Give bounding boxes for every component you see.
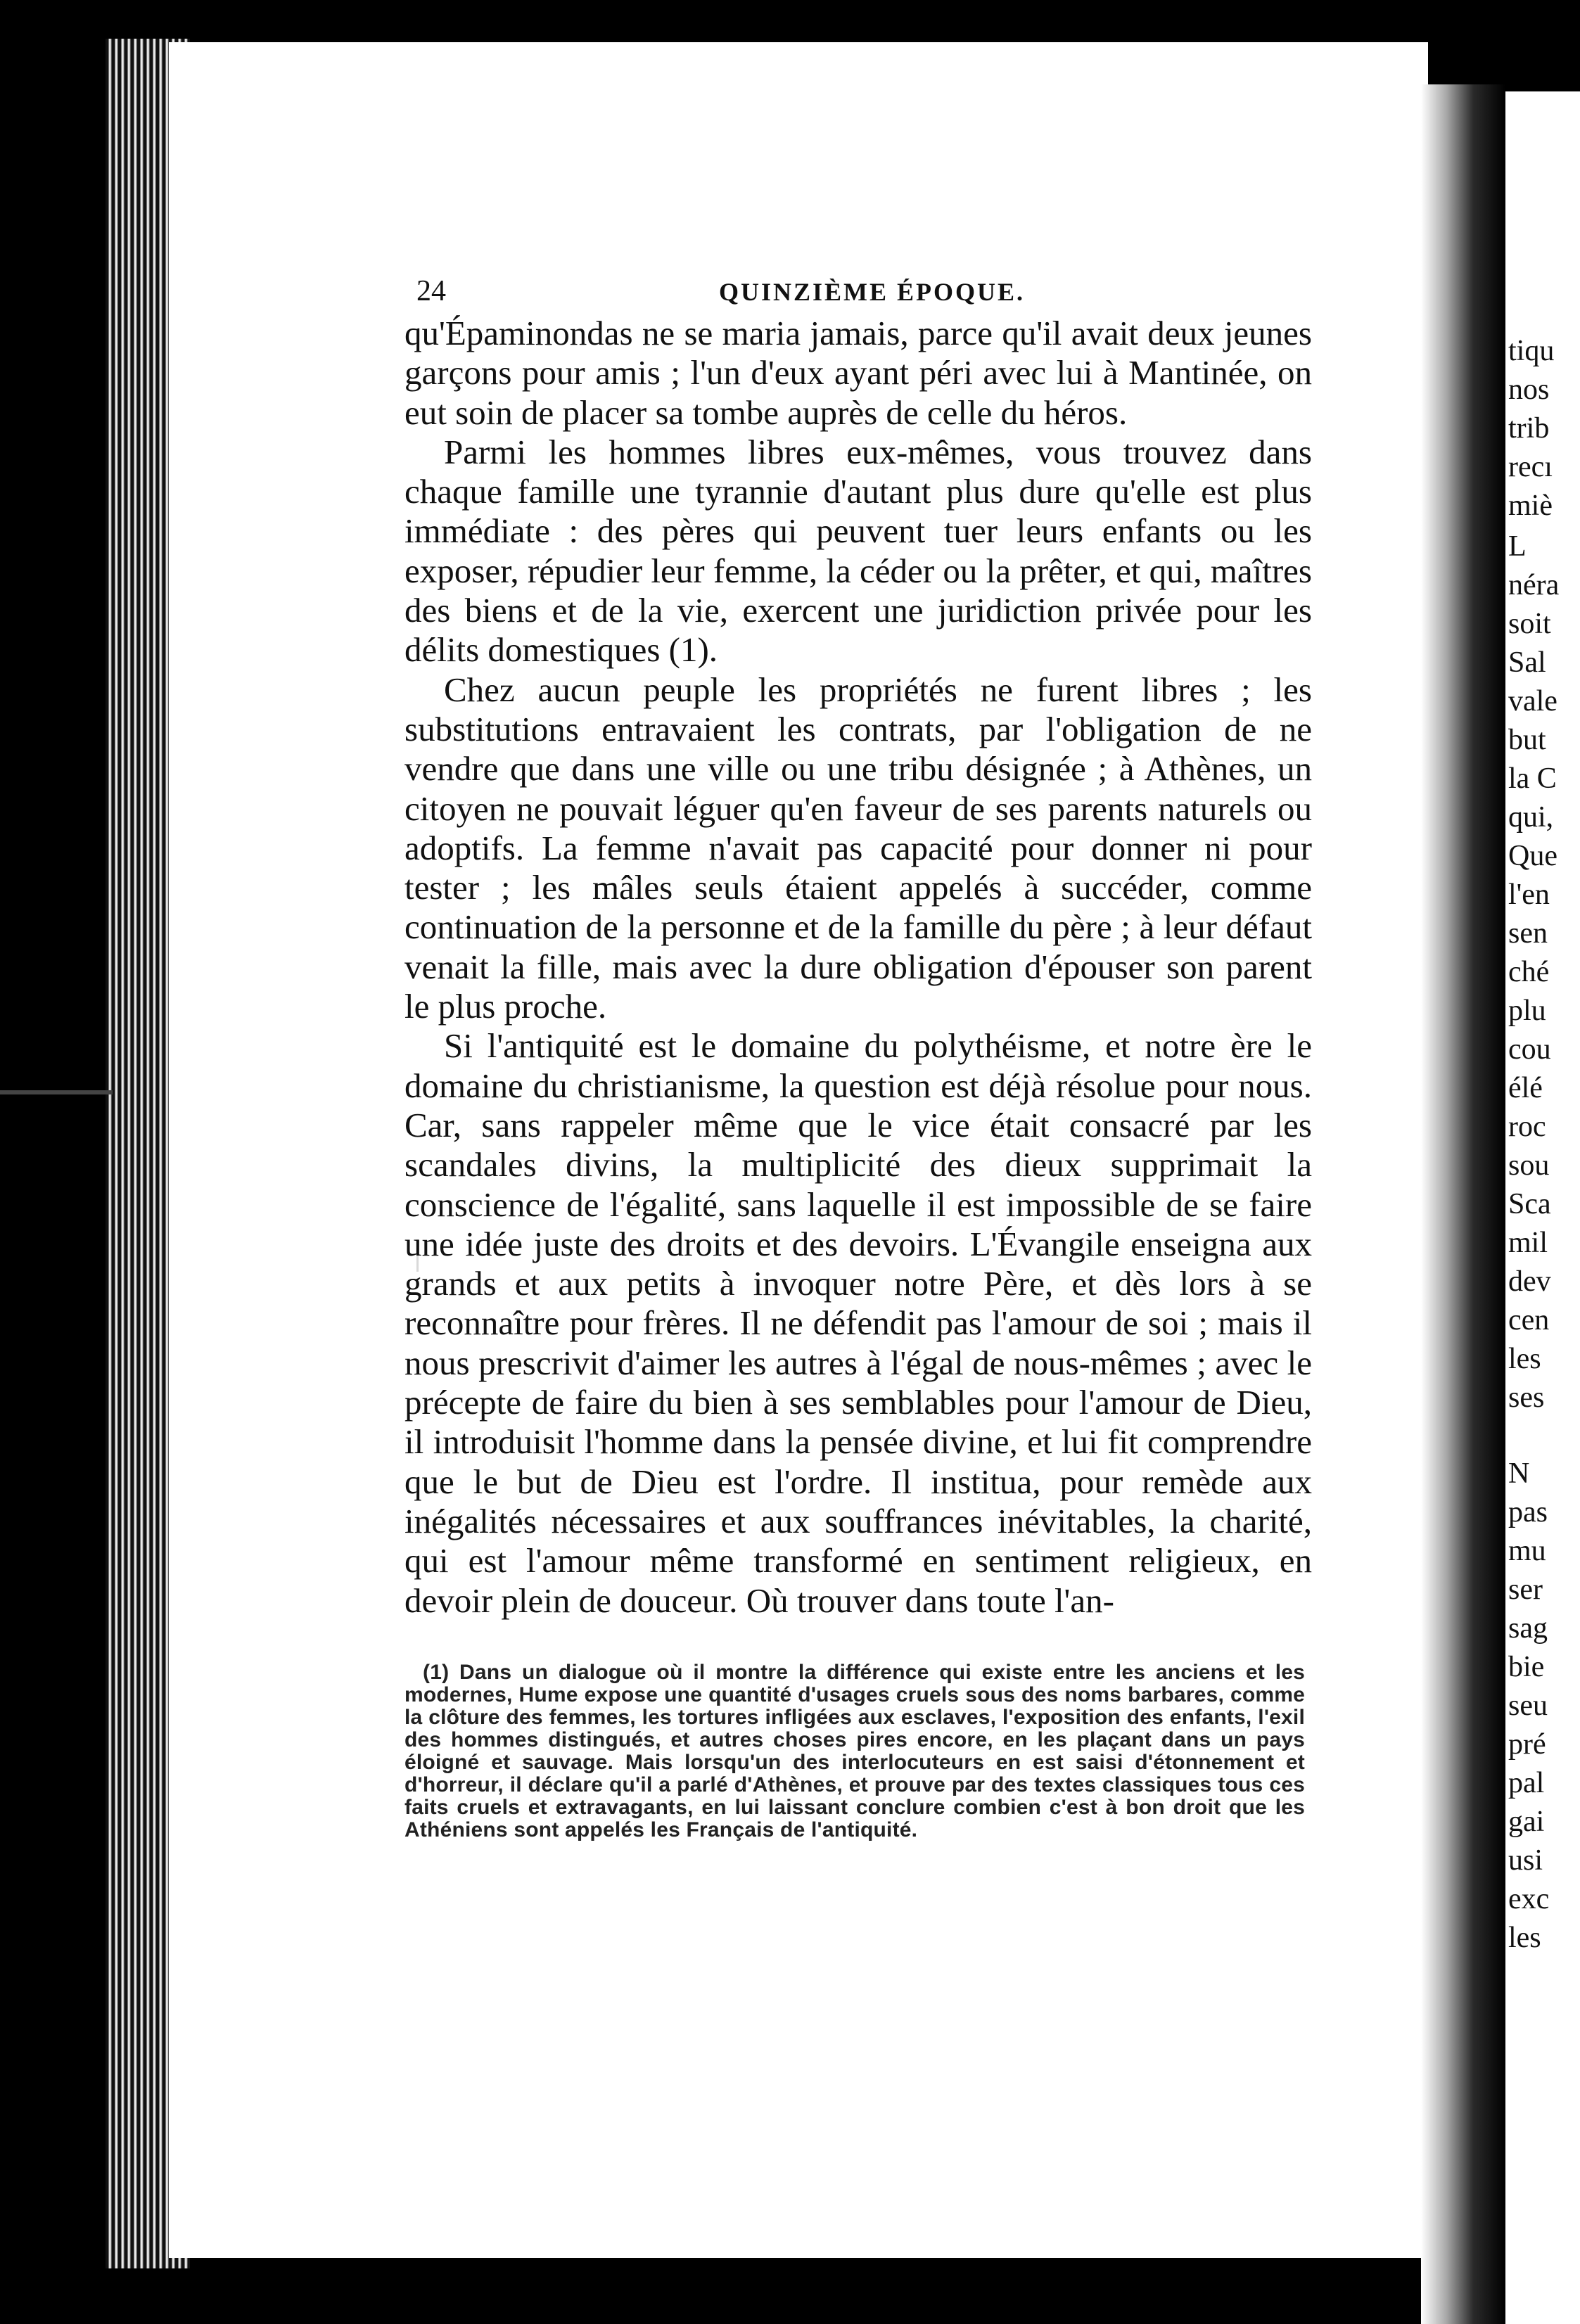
paragraph-christianity: Si l'antiquité est le domaine du polythéisme, et notre ère le domaine du christianisme, la question est déjà résolue pour nous. Car, sans rappeler même que le vice était consacré par les scandales divins, la multiplicité des dieux supprimait la conscience de l'égalité, sans laquelle il est impossible de se faire une idée juste des droits et des devoirs. L'Évangile enseigna aux grands et aux petits à invoquer notre Père, et dès lors à se reconnaître pour frères. Il ne défendit pas l'amour de soi ; mais il nous prescrivit d'aimer les autres à l'égal de nous-mêmes ; avec le précepte de faire du bien à ses semblables pour l'amour de Dieu, il introduisit l'homme dans la pensée divine, et lui fit comprendre que le but de Dieu est l'ordre. Il institua, pour remède aux inégalités nécessaires et aux souffrances inévitables, la charité, qui est l'amour même transformé en sentiment religieux, en devoir plein de douceur. Où trouver dans toute l'an- (404, 1026, 1312, 1620)
adjacent-line: N (1508, 1457, 1530, 1490)
footnote-section (404, 1661, 1305, 1841)
paragraph-property-law: Chez aucun peuple les propriétés ne furent libres ; les substitutions entravaient les contrats, par l'obligation de ne vendre que dans une ville ou une tribu désignée ; à Athènes, un citoyen ne pouvait léguer qu'en faveur de ses parents naturels ou adoptifs. La femme n'avait pas capacité pour donner ni pour tester ; les mâles seuls étaient appelés à succéder, comme continuation de la personne et de la famille du père ; à leur défaut venait la fille, mais avec la dure obligation d'épouser son parent le plus proche. (404, 670, 1312, 1026)
text-caret-mark (416, 1239, 419, 1272)
adjacent-line: gai (1508, 1806, 1545, 1838)
paragraph-family-tyranny: Parmi les hommes libres eux-mêmes, vous trouvez dans chaque famille une tyrannie d'autant plus dure qu'elle est plus immédiate : des pères qui peuvent tuer leurs enfants ou les exposer, répudier leur femme, la céder ou la prêter, et qui, maîtres des biens et de la vie, exercent une juridiction privée pour les délits domestiques (1). (404, 432, 1312, 670)
footnote-1: (1) Dans un dialogue où il montre la différence qui existe entre les anciens et les modernes, Hume expose une quantité d'usages cruels sous des noms barbares, comme la clôture des femmes, les tortures infligées aux esclaves, l'exposition des enfants, l'exil des hommes distingués, et autres choses pires encore, en les plaçant dans un pays éloigné et sauvage. Mais lorsqu'un des interlocuteurs en est saisi d'étonnement et d'horreur, il déclare qu'il a parlé d'Athènes, et prouve par des textes classiques tous ces faits cruels et extravagants, en lui laissant conclure combien c'est à bon droit que les Athéniens sont appelés les Français de l'antiquité. (404, 1661, 1305, 1841)
adjacent-line: néra (1508, 569, 1560, 601)
adjacent-line: sou (1508, 1149, 1550, 1182)
adjacent-line: sen (1508, 917, 1548, 950)
adjacent-line: sag (1508, 1612, 1548, 1645)
adjacent-right-page (1505, 91, 1580, 2324)
adjacent-line: l'en (1508, 879, 1550, 911)
chapter-title: QUINZIÈME ÉPOQUE. (719, 278, 1026, 306)
adjacent-line: dev (1508, 1265, 1551, 1298)
adjacent-line: Sca (1508, 1188, 1551, 1220)
adjacent-line: L (1508, 530, 1527, 563)
adjacent-line: but (1508, 724, 1546, 756)
adjacent-line: miè (1508, 490, 1553, 522)
adjacent-line: la C (1508, 762, 1557, 795)
adjacent-line: pré (1508, 1728, 1546, 1761)
adjacent-line: qui, (1508, 801, 1554, 834)
adjacent-line: ché (1508, 956, 1550, 988)
adjacent-line: vale (1508, 685, 1557, 717)
adjacent-line: les (1508, 1343, 1541, 1375)
main-text (404, 314, 1312, 1621)
adjacent-line: usi (1508, 1844, 1543, 1877)
adjacent-line: exc (1508, 1883, 1550, 1915)
adjacent-line: les (1508, 1922, 1541, 1954)
adjacent-line: nos (1508, 374, 1550, 406)
adjacent-line: recı (1508, 451, 1553, 483)
adjacent-line: mil (1508, 1227, 1548, 1259)
adjacent-line: seu (1508, 1690, 1548, 1722)
adjacent-line: bie (1508, 1651, 1545, 1683)
adjacent-line: pal (1508, 1767, 1545, 1799)
adjacent-line: cen (1508, 1304, 1550, 1336)
running-head (416, 274, 1317, 309)
adjacent-line: trib (1508, 412, 1550, 445)
paragraph-continuation: qu'Épaminondas ne se maria jamais, parce qu'il avait deux jeunes garçons pour amis ; l'un d'eux ayant péri avec lui à Mantinée, on eut soin de placer sa tombe auprès de celle du héros. (404, 314, 1312, 432)
binding-thread (0, 1090, 113, 1094)
adjacent-line: pas (1508, 1496, 1548, 1528)
adjacent-line: roc (1508, 1111, 1546, 1143)
adjacent-line: Sal (1508, 646, 1546, 679)
book-gutter-shadow (1421, 84, 1505, 2324)
adjacent-line: soit (1508, 608, 1551, 640)
page-number: 24 (416, 275, 446, 307)
adjacent-line: tiqu (1508, 335, 1555, 367)
adjacent-line: mu (1508, 1535, 1546, 1567)
adjacent-line: élé (1508, 1072, 1543, 1104)
adjacent-line: cou (1508, 1033, 1551, 1066)
adjacent-line: ser (1508, 1573, 1543, 1606)
adjacent-line: plu (1508, 995, 1546, 1027)
adjacent-line: Que (1508, 840, 1557, 872)
adjacent-line: ses (1508, 1381, 1545, 1414)
